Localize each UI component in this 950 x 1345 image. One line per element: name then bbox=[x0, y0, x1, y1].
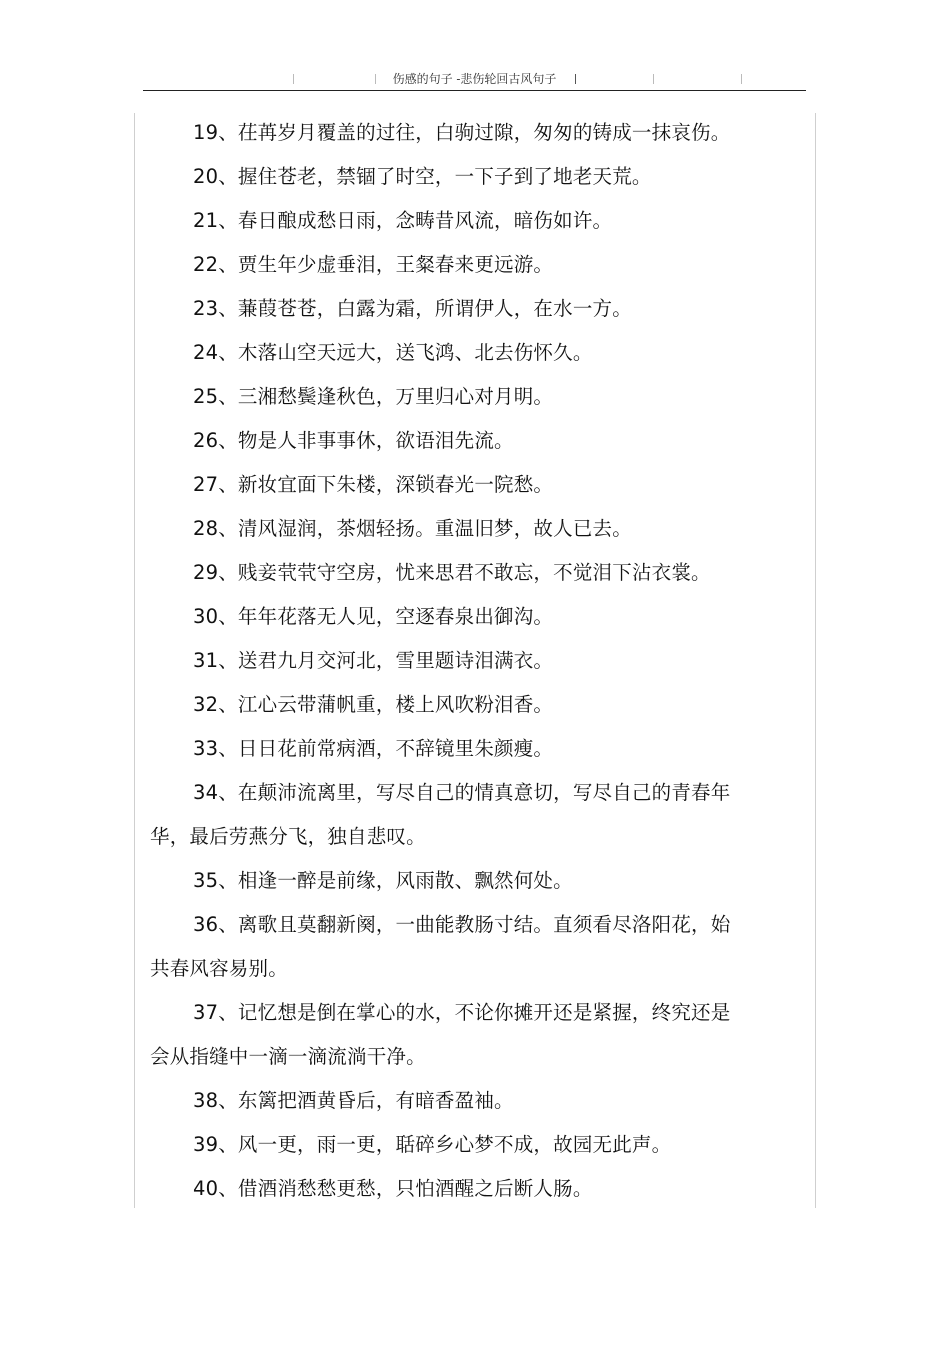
text-line: 29、贱妾茕茕守空房，忧来思君不敢忘，不觉泪下沾衣裳。 bbox=[193, 561, 711, 584]
text-line: 共春风容易别。 bbox=[150, 957, 288, 980]
text-line: 23、蒹葭苍苍，白露为霜，所谓伊人，在水一方。 bbox=[193, 297, 632, 320]
frame-left-border bbox=[134, 113, 135, 1208]
text-line: 36、离歌且莫翻新阕，一曲能教肠寸结。直须看尽洛阳花，始 bbox=[193, 913, 731, 936]
header-title: 伤感的句子 -悲伤轮回古风句子 bbox=[392, 72, 557, 86]
text-line: 20、握住苍老，禁锢了时空，一下子到了地老天荒。 bbox=[193, 165, 652, 188]
text-line: 37、记忆想是倒在掌心的水，不论你摊开还是紧握，终究还是 bbox=[193, 1001, 731, 1024]
text-line: 34、在颠沛流离里，写尽自己的情真意切，写尽自己的青春年 bbox=[193, 781, 731, 804]
text-line: 19、茌苒岁月覆盖的过往，白驹过隙，匆匆的铸成一抹哀伤。 bbox=[193, 121, 731, 144]
text-line: 22、贾生年少虚垂泪，王粲春来更远游。 bbox=[193, 253, 554, 276]
text-line: 24、木落山空天远大，送飞鸿、北去伤怀久。 bbox=[193, 341, 593, 364]
text-line: 26、物是人非事事休，欲语泪先流。 bbox=[193, 429, 514, 452]
text-line: 38、东篱把酒黄昏后，有暗香盈袖。 bbox=[193, 1089, 514, 1112]
text-line: 35、相逢一醉是前缘，风雨散、飘然何处。 bbox=[193, 869, 573, 892]
frame-right-border bbox=[815, 113, 816, 1208]
text-line: 39、风一更，雨一更，聒碎乡心梦不成，故园无此声。 bbox=[193, 1133, 672, 1156]
text-line: 会从指缝中一滴一滴流淌干净。 bbox=[150, 1045, 426, 1068]
document-body bbox=[150, 111, 762, 1211]
page-header bbox=[143, 68, 806, 91]
text-line: 32、江心云带蒲帆重，楼上风吹粉泪香。 bbox=[193, 693, 554, 716]
text-line: 21、春日酿成愁日雨，念畴昔风流，暗伤如许。 bbox=[193, 209, 613, 232]
text-line: 27、新妆宜面下朱楼，深锁春光一院愁。 bbox=[193, 473, 554, 496]
text-line: 33、日日花前常病酒，不辞镜里朱颜瘦。 bbox=[193, 737, 554, 760]
text-line: 30、年年花落无人见，空逐春泉出御沟。 bbox=[193, 605, 554, 628]
text-line: 31、送君九月交河北，雪里题诗泪满衣。 bbox=[193, 649, 554, 672]
text-line: 40、借酒消愁愁更愁，只怕酒醒之后断人肠。 bbox=[193, 1177, 593, 1200]
text-line: 华，最后劳燕分飞，独自悲叹。 bbox=[150, 825, 426, 848]
text-line: 25、三湘愁鬓逢秋色，万里归心对月明。 bbox=[193, 385, 554, 408]
text-line: 28、清风湿润，茶烟轻扬。重温旧梦，故人已去。 bbox=[193, 517, 632, 540]
